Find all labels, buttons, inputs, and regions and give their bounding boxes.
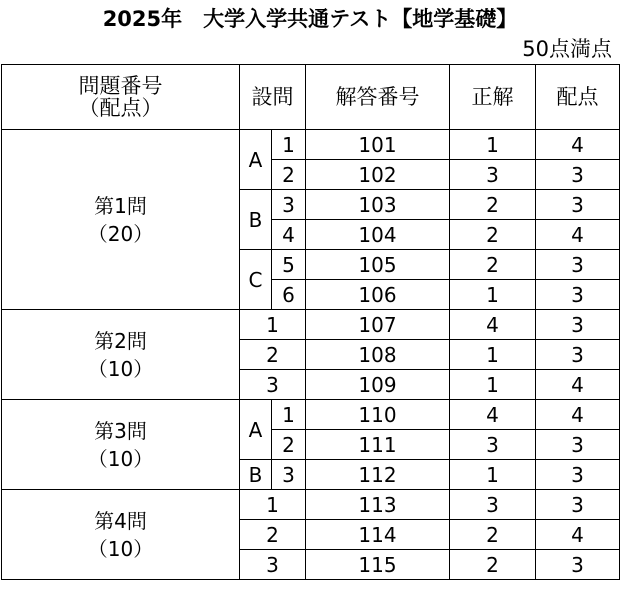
correct-cell: 1 bbox=[450, 130, 536, 160]
item-cell: 3 bbox=[272, 460, 306, 490]
question-cell bbox=[2, 310, 240, 400]
question-label: 第2問 bbox=[94, 328, 147, 353]
correct-cell: 4 bbox=[450, 310, 536, 340]
header-item: 設問 bbox=[240, 65, 306, 130]
section-cell: B bbox=[240, 190, 272, 250]
question-points: （20） bbox=[87, 221, 154, 246]
correct-cell: 2 bbox=[450, 220, 536, 250]
item-cell: 2 bbox=[240, 520, 306, 550]
question-label: 第3問 bbox=[94, 418, 147, 443]
answer-number-cell: 102 bbox=[306, 160, 450, 190]
question-cell bbox=[2, 400, 240, 490]
answer-number-cell: 103 bbox=[306, 190, 450, 220]
section-cell: A bbox=[240, 130, 272, 190]
answer-number-cell: 107 bbox=[306, 310, 450, 340]
item-cell: 3 bbox=[240, 550, 306, 580]
header-question-label: 問題番号 bbox=[78, 74, 163, 98]
points-cell: 3 bbox=[536, 460, 620, 490]
points-cell: 4 bbox=[536, 370, 620, 400]
answer-number-cell: 115 bbox=[306, 550, 450, 580]
correct-cell: 2 bbox=[450, 550, 536, 580]
item-cell: 2 bbox=[272, 160, 306, 190]
header-points: 配点 bbox=[536, 65, 620, 130]
answer-number-cell: 110 bbox=[306, 400, 450, 430]
correct-cell: 1 bbox=[450, 370, 536, 400]
points-cell: 3 bbox=[536, 160, 620, 190]
question-label: 第1問 bbox=[94, 193, 147, 218]
section-cell: B bbox=[240, 460, 272, 490]
question-points: （10） bbox=[87, 356, 154, 381]
correct-cell: 1 bbox=[450, 280, 536, 310]
answer-number-cell: 112 bbox=[306, 460, 450, 490]
correct-cell: 4 bbox=[450, 400, 536, 430]
table-row bbox=[2, 490, 620, 520]
item-cell: 2 bbox=[240, 340, 306, 370]
total-points: 50点満点 bbox=[522, 37, 612, 61]
correct-cell: 2 bbox=[450, 190, 536, 220]
points-cell: 4 bbox=[536, 130, 620, 160]
answer-number-cell: 108 bbox=[306, 340, 450, 370]
question-cell bbox=[2, 130, 240, 310]
answer-number-cell: 111 bbox=[306, 430, 450, 460]
question-label: 第4問 bbox=[94, 508, 147, 533]
item-cell: 3 bbox=[272, 190, 306, 220]
item-cell: 5 bbox=[272, 250, 306, 280]
points-cell: 3 bbox=[536, 310, 620, 340]
question-points: （10） bbox=[87, 446, 154, 471]
points-cell: 3 bbox=[536, 490, 620, 520]
item-cell: 4 bbox=[272, 220, 306, 250]
item-cell: 1 bbox=[240, 490, 306, 520]
answer-table bbox=[1, 64, 620, 580]
header-question-points: （配点） bbox=[78, 96, 163, 120]
points-cell: 4 bbox=[536, 220, 620, 250]
header-row bbox=[2, 65, 620, 130]
table-body bbox=[2, 130, 620, 580]
table-row bbox=[2, 400, 620, 430]
correct-cell: 2 bbox=[450, 250, 536, 280]
table-row bbox=[2, 130, 620, 160]
correct-cell: 3 bbox=[450, 430, 536, 460]
points-cell: 3 bbox=[536, 250, 620, 280]
points-cell: 3 bbox=[536, 340, 620, 370]
section-cell: C bbox=[240, 250, 272, 310]
item-cell: 3 bbox=[240, 370, 306, 400]
header-correct: 正解 bbox=[450, 65, 536, 130]
header-answer-number: 解答番号 bbox=[306, 65, 450, 130]
item-cell: 2 bbox=[272, 430, 306, 460]
correct-cell: 1 bbox=[450, 460, 536, 490]
points-cell: 3 bbox=[536, 280, 620, 310]
answer-number-cell: 104 bbox=[306, 220, 450, 250]
correct-cell: 2 bbox=[450, 520, 536, 550]
correct-cell: 3 bbox=[450, 490, 536, 520]
answer-number-cell: 109 bbox=[306, 370, 450, 400]
answer-number-cell: 106 bbox=[306, 280, 450, 310]
page-title: 2025年 大学入学共通テスト【地学基礎】 bbox=[102, 7, 518, 31]
points-cell: 3 bbox=[536, 550, 620, 580]
points-cell: 3 bbox=[536, 190, 620, 220]
points-cell: 4 bbox=[536, 520, 620, 550]
correct-cell: 3 bbox=[450, 160, 536, 190]
item-cell: 1 bbox=[272, 130, 306, 160]
answer-number-cell: 113 bbox=[306, 490, 450, 520]
points-cell: 4 bbox=[536, 400, 620, 430]
answer-number-cell: 101 bbox=[306, 130, 450, 160]
item-cell: 6 bbox=[272, 280, 306, 310]
points-cell: 3 bbox=[536, 430, 620, 460]
item-cell: 1 bbox=[240, 310, 306, 340]
answer-number-cell: 105 bbox=[306, 250, 450, 280]
header-question bbox=[2, 65, 240, 130]
table-row bbox=[2, 310, 620, 340]
item-cell: 1 bbox=[272, 400, 306, 430]
question-points: （10） bbox=[87, 536, 154, 561]
correct-cell: 1 bbox=[450, 340, 536, 370]
answer-number-cell: 114 bbox=[306, 520, 450, 550]
question-cell bbox=[2, 490, 240, 580]
section-cell: A bbox=[240, 400, 272, 460]
